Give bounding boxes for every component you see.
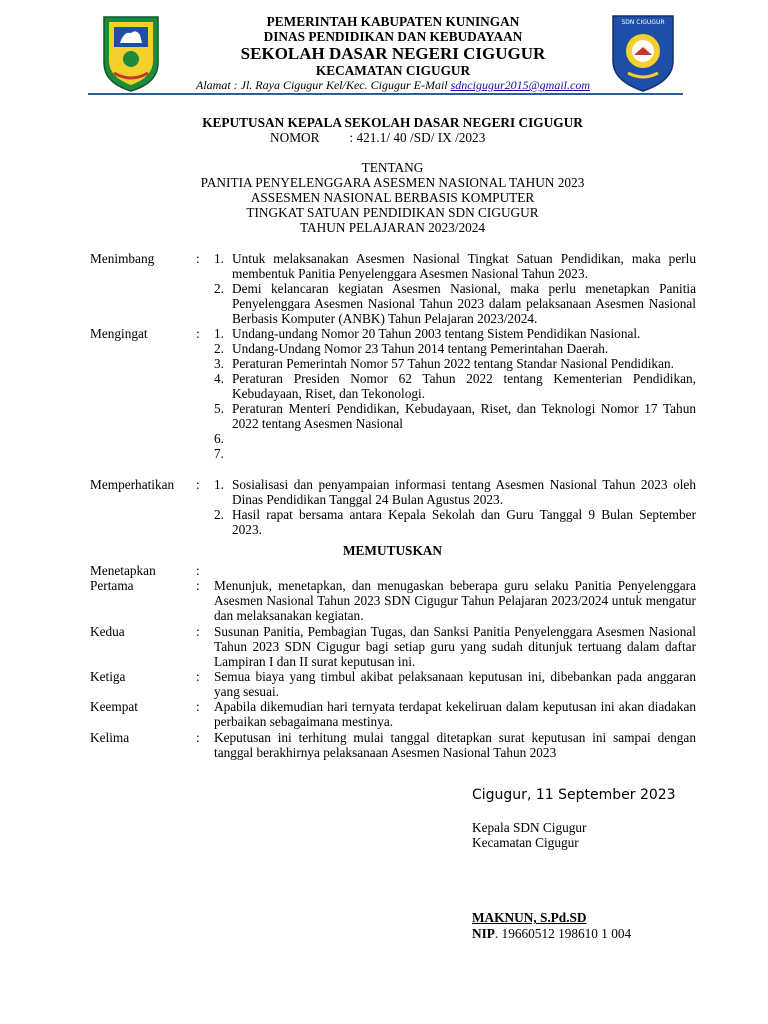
decision-colon: : bbox=[196, 669, 200, 684]
signature-role-line: Kepala SDN Cigugur bbox=[472, 820, 587, 835]
item-number: 6. bbox=[214, 431, 224, 446]
item-number: 1. bbox=[214, 251, 224, 266]
nip-label: NIP bbox=[472, 926, 495, 941]
decision-label: Menetapkan bbox=[90, 563, 156, 578]
letterhead bbox=[170, 14, 616, 92]
item-text: Untuk melaksanakan Asesmen Nasional Tingkat Satuan Pendidikan, maka perlu membentuk Panitia Penyelenggara Asesmen Nasional Tahun 2023. bbox=[232, 251, 696, 281]
nip-value: . 19660512 198610 1 004 bbox=[494, 926, 632, 941]
memutuskan-heading: MEMUTUSKAN bbox=[343, 543, 442, 558]
decision-label: Kelima bbox=[90, 730, 130, 745]
department-name: DINAS PENDIDIKAN DAN KEBUDAYAAN bbox=[263, 29, 523, 44]
tentang-label: TENTANG bbox=[361, 160, 424, 175]
decision-label: Kedua bbox=[90, 624, 125, 639]
decision-label: Keempat bbox=[90, 699, 138, 714]
section-colon: : bbox=[196, 251, 200, 266]
decision-colon: : bbox=[196, 730, 200, 745]
signatory-name: MAKNUN, S.Pd.SD bbox=[472, 910, 587, 925]
email-link[interactable]: sdncigugur2015@gmail.com bbox=[450, 78, 590, 92]
decision-text: Susunan Panitia, Pembagian Tugas, dan Sanksi Panitia Penyelenggara Asesmen Nasional Tahun 2023 SDN Cigugur bagi setiap guru yang sudah ditunjuk tertuang dalam daftar Lampiran I dan II surat keputusan ini. bbox=[214, 624, 696, 669]
item-number: 5. bbox=[214, 401, 224, 416]
decision-text: Menunjuk, menetapkan, dan menugaskan beberapa guru selaku Panitia Penyelenggara Asesmen Nasional Tahun 2023 SDN Cigugur Tahun Pelajaran 2023/2024 untuk mengatur dan melaksanakan kegiatan. bbox=[214, 578, 696, 623]
decision-label: Ketiga bbox=[90, 669, 126, 684]
decision-colon: : bbox=[196, 578, 200, 593]
letterhead-divider bbox=[88, 93, 683, 95]
subject-line: TINGKAT SATUAN PENDIDIKAN SDN CIGUGUR bbox=[246, 205, 539, 220]
school-name: SEKOLAH DASAR NEGERI CIGUGUR bbox=[240, 44, 546, 63]
decision-text: Apabila dikemudian hari ternyata terdapat kekeliruan dalam keputusan ini akan diadakan perbaikan sebagaimana mestinya. bbox=[214, 699, 696, 729]
decision-text: Keputusan ini terhitung mulai tanggal ditetapkan surat keputusan ini sampai dengan tanggal berakhirnya pelaksanaan Asesmen Nasional Tahun 2023 bbox=[214, 730, 696, 760]
list-item bbox=[214, 341, 696, 356]
item-number: 4. bbox=[214, 371, 224, 386]
signature-role-line: Kecamatan Cigugur bbox=[472, 835, 579, 850]
item-number: 1. bbox=[214, 477, 224, 492]
section-label: Mengingat bbox=[90, 326, 148, 341]
school-logo-text: SDN CIGUGUR bbox=[621, 19, 665, 26]
district-name: KECAMATAN CIGUGUR bbox=[315, 63, 471, 78]
decision-colon: : bbox=[196, 563, 200, 578]
decision-label: Pertama bbox=[90, 578, 134, 593]
government-name: PEMERINTAH KABUPATEN KUNINGAN bbox=[266, 14, 520, 29]
item-text: Demi kelancaran kegiatan Asesmen Nasional, maka perlu menetapkan Panitia Penyelenggara Asesmen Nasional Tahun 2023 dalam pelaksanaan Asesmen Nasional Berbasis Komputer (ANBK) Tahun Pelajaran 2023/2024. bbox=[232, 281, 696, 326]
signature-place-date: Cigugur, 11 September 2023 bbox=[472, 787, 676, 803]
item-number: 2. bbox=[214, 281, 224, 296]
list-item bbox=[214, 401, 696, 431]
memperhatikan-list bbox=[214, 477, 696, 537]
item-text: Hasil rapat bersama antara Kepala Sekolah dan Guru Tanggal 9 Bulan September 2023. bbox=[232, 507, 696, 537]
item-text: Peraturan Presiden Nomor 62 Tahun 2022 tentang Kementerian Pendidikan, Kebudayaan, Riset, dan Tekonologi. bbox=[232, 371, 696, 401]
nomor-label: NOMOR bbox=[270, 130, 320, 145]
section-colon: : bbox=[196, 326, 200, 341]
address-text: Alamat : Jl. Raya Cigugur Kel/Kec. Cigugur E-Mail bbox=[195, 78, 451, 92]
menimbang-list bbox=[214, 251, 696, 326]
signatory-nip bbox=[472, 926, 631, 941]
mengingat-list bbox=[214, 326, 696, 461]
subject-line: ASSESMEN NASIONAL BERBASIS KOMPUTER bbox=[250, 190, 535, 205]
list-item bbox=[214, 431, 696, 446]
decision-text: Semua biaya yang timbul akibat pelaksanaan keputusan ini, dibebankan pada anggaran yang sesuai. bbox=[214, 669, 696, 699]
decree-title: KEPUTUSAN KEPALA SEKOLAH DASAR NEGERI CIGUGUR bbox=[202, 115, 583, 130]
nomor-value: : 421.1/ 40 /SD/ IX /2023 bbox=[349, 130, 486, 145]
decision-colon: : bbox=[196, 699, 200, 714]
signature-role bbox=[472, 820, 586, 850]
item-number: 7. bbox=[214, 446, 224, 461]
item-number: 3. bbox=[214, 356, 224, 371]
subject-line: PANITIA PENYELENGGARA ASESMEN NASIONAL TAHUN 2023 bbox=[200, 175, 585, 190]
item-text: Peraturan Menteri Pendidikan, Kebudayaan, Riset, dan Teknologi Nomor 17 Tahun 2022 tentang Asesmen Nasional bbox=[232, 401, 696, 431]
item-number: 1. bbox=[214, 326, 224, 341]
section-label: Menimbang bbox=[90, 251, 155, 266]
decision-colon: : bbox=[196, 624, 200, 639]
decree-subject bbox=[90, 160, 695, 235]
item-text: Undang-Undang Nomor 23 Tahun 2014 tentang Pemerintahan Daerah. bbox=[232, 341, 609, 356]
decree-number bbox=[270, 130, 485, 145]
list-item bbox=[214, 371, 696, 401]
subject-line: TAHUN PELAJARAN 2023/2024 bbox=[299, 220, 486, 235]
school-logo bbox=[610, 13, 676, 93]
list-item bbox=[214, 507, 696, 537]
section-colon: : bbox=[196, 477, 200, 492]
item-number: 2. bbox=[214, 341, 224, 356]
item-text: Peraturan Pemerintah Nomor 57 Tahun 2022 tentang Standar Nasional Pendidikan. bbox=[232, 356, 674, 371]
list-item bbox=[214, 356, 696, 371]
list-item bbox=[214, 446, 696, 461]
list-item bbox=[214, 477, 696, 507]
list-item bbox=[214, 326, 696, 341]
item-text: Undang-undang Nomor 20 Tahun 2003 tentang Sistem Pendidikan Nasional. bbox=[232, 326, 641, 341]
section-label: Memperhatikan bbox=[90, 477, 175, 492]
list-item bbox=[214, 251, 696, 281]
item-text: Sosialisasi dan penyampaian informasi tentang Asesmen Nasional Tahun 2023 oleh Dinas Pendidikan Tanggal 24 Bulan Agustus 2023. bbox=[232, 477, 696, 507]
list-item bbox=[214, 281, 696, 326]
item-number: 2. bbox=[214, 507, 224, 522]
address-line bbox=[150, 78, 636, 92]
